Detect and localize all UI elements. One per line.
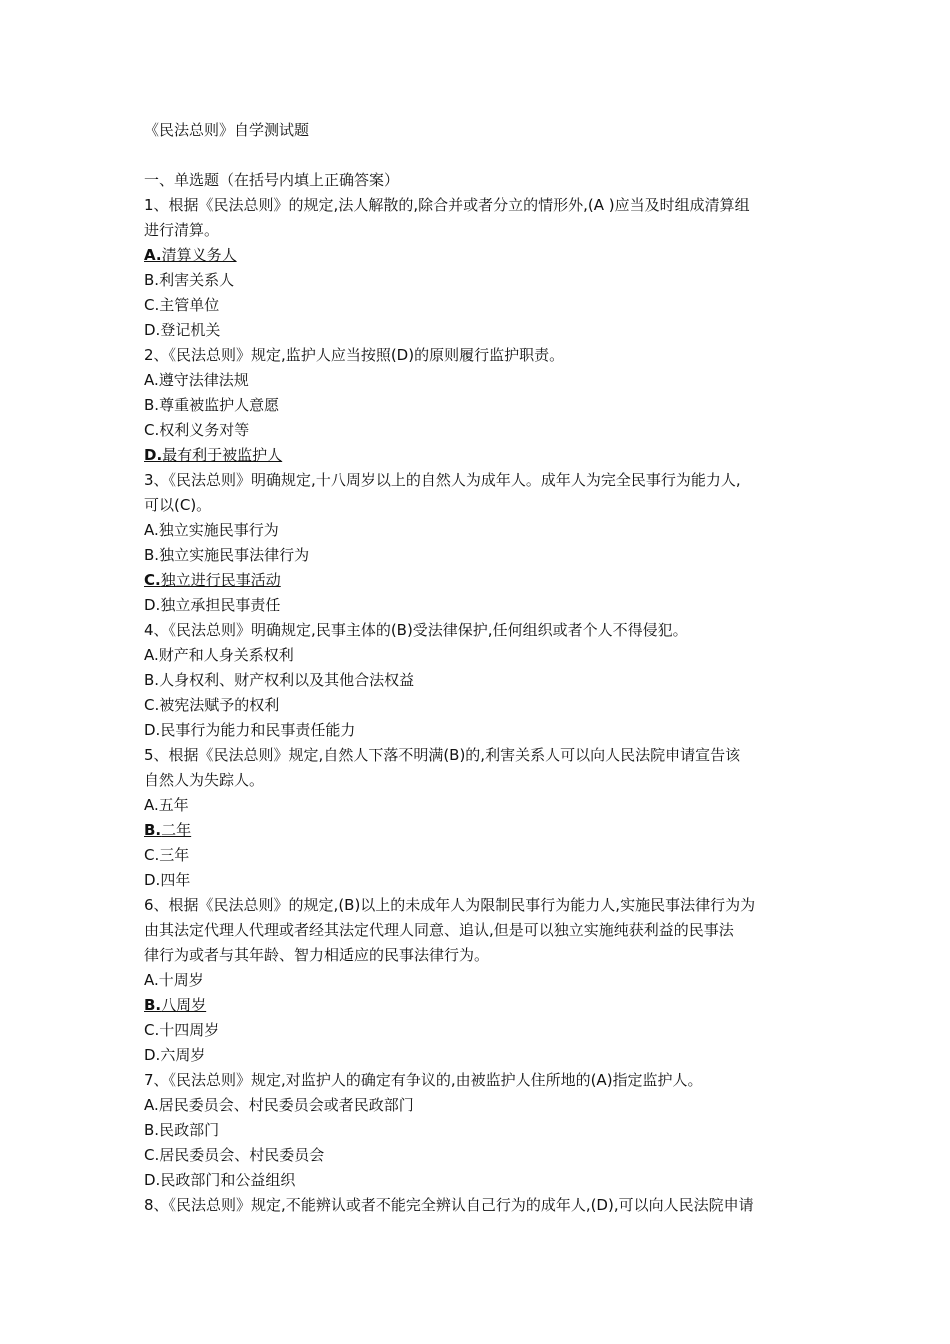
question-stem: 6、根据《民法总则》的规定,(B)以上的未成年人为限制民事行为能力人,实施民事法律行为为 [144,896,756,914]
question-list [144,193,812,1218]
answer-option [144,243,812,268]
answer-option [144,968,812,993]
option-letter: C. [144,421,160,439]
answer-option [144,643,812,668]
question-stem: 进行清算。 [144,221,220,239]
option-letter: D. [144,1171,161,1189]
option-text: 二年 [161,821,192,839]
option-letter: C. [144,571,161,589]
option-letter: B. [144,821,162,839]
option-letter: D. [144,446,163,464]
option-letter: B. [144,996,162,1014]
question-block [144,1068,812,1193]
option-letter: A. [144,521,159,539]
question-stem: 1、根据《民法总则》的规定,法人解散的,除合并或者分立的情形外,(A )应当及时组成清算组 [144,196,750,214]
answer-option [144,718,812,743]
option-text: 遵守法律法规 [158,371,249,389]
option-letter: C. [144,846,160,864]
answer-option [144,393,812,418]
option-letter: D. [144,1046,161,1064]
option-letter: C. [144,696,160,714]
option-text: 独立进行民事活动 [160,571,281,589]
option-text: 独立承担民事责任 [160,596,281,614]
answer-option [144,693,812,718]
option-text: 人身权利、财产权利以及其他合法权益 [159,671,415,689]
option-letter: C. [144,1021,160,1039]
question-stem: 律行为或者与其年龄、智力相适应的民事法律行为。 [144,946,490,964]
question-block [144,343,812,468]
option-letter: D. [144,596,161,614]
answer-option [144,318,812,343]
answer-option [144,793,812,818]
option-text: 利害关系人 [159,271,235,289]
option-text: 民事行为能力和民事责任能力 [160,721,356,739]
answer-option [144,868,812,893]
question-stem: 自然人为失踪人。 [144,771,265,789]
answer-option [144,993,812,1018]
option-text: 独立实施民事法律行为 [159,546,310,564]
answer-option [144,1118,812,1143]
option-text: 清算义务人 [161,246,237,264]
option-text: 五年 [158,796,189,814]
answer-option [144,668,812,693]
section-heading: 一、单选题（在括号内填上正确答案） [144,171,400,189]
question-block [144,193,812,343]
option-text: 四年 [160,871,191,889]
document-page [144,118,812,1218]
question-block [144,893,812,1068]
question-block [144,743,812,893]
option-text: 居民委员会、村民委员会或者民政部门 [158,1096,414,1114]
option-text: 十四周岁 [159,1021,220,1039]
question-stem: 5、根据《民法总则》规定,自然人下落不明满(B)的,利害关系人可以向人民法院申请宣告该 [144,746,741,764]
option-letter: B. [144,271,160,289]
option-letter: D. [144,321,161,339]
option-letter: A. [144,646,159,664]
option-letter: C. [144,1146,160,1164]
question-block [144,468,812,618]
option-text: 主管单位 [159,296,220,314]
option-letter: D. [144,871,161,889]
option-letter: A. [144,971,159,989]
option-text: 三年 [159,846,190,864]
answer-option [144,593,812,618]
question-stem: 由其法定代理人代理或者经其法定代理人同意、追认,但是可以独立实施纯获利益的民事法 [144,921,734,939]
question-stem: 3、《民法总则》明确规定,十八周岁以上的自然人为成年人。成年人为完全民事行为能力人, [144,471,741,489]
option-letter: B. [144,396,160,414]
answer-option [144,1143,812,1168]
option-letter: A. [144,796,159,814]
answer-option [144,568,812,593]
answer-option [144,268,812,293]
option-text: 民政部门 [159,1121,220,1139]
answer-option [144,543,812,568]
answer-option [144,443,812,468]
option-text: 权利义务对等 [159,421,250,439]
option-text: 财产和人身关系权利 [158,646,294,664]
answer-option [144,518,812,543]
option-letter: B. [144,546,160,564]
option-text: 登记机关 [160,321,221,339]
option-text: 六周岁 [160,1046,206,1064]
option-letter: A. [144,371,159,389]
document-title: 《民法总则》自学测试题 [144,121,310,139]
answer-option [144,1043,812,1068]
option-text: 八周岁 [161,996,207,1014]
option-text: 被宪法赋予的权利 [159,696,280,714]
option-text: 独立实施民事行为 [158,521,279,539]
option-letter: B. [144,1121,160,1139]
option-letter: A. [144,1096,159,1114]
answer-option [144,818,812,843]
question-stem: 2、《民法总则》规定,监护人应当按照(D)的原则履行监护职责。 [144,346,565,364]
answer-option [144,843,812,868]
option-text: 十周岁 [158,971,204,989]
question-stem: 8、《民法总则》规定,不能辨认或者不能完全辨认自己行为的成年人,(D),可以向人民法院申请 [144,1196,754,1214]
answer-option [144,293,812,318]
answer-option [144,368,812,393]
answer-option [144,1168,812,1193]
option-text: 最有利于被监护人 [162,446,283,464]
option-text: 居民委员会、村民委员会 [159,1146,325,1164]
option-text: 民政部门和公益组织 [160,1171,296,1189]
option-letter: C. [144,296,160,314]
option-text: 尊重被监护人意愿 [159,396,280,414]
question-block [144,1193,812,1218]
option-letter: D. [144,721,161,739]
option-letter: B. [144,671,160,689]
question-stem: 7、《民法总则》规定,对监护人的确定有争议的,由被监护人住所地的(A)指定监护人。 [144,1071,703,1089]
option-letter: A. [144,246,162,264]
question-stem: 4、《民法总则》明确规定,民事主体的(B)受法律保护,任何组织或者个人不得侵犯。 [144,621,688,639]
answer-option [144,1018,812,1043]
question-block [144,618,812,743]
question-stem: 可以(C)。 [144,496,212,514]
answer-option [144,418,812,443]
answer-option [144,1093,812,1118]
